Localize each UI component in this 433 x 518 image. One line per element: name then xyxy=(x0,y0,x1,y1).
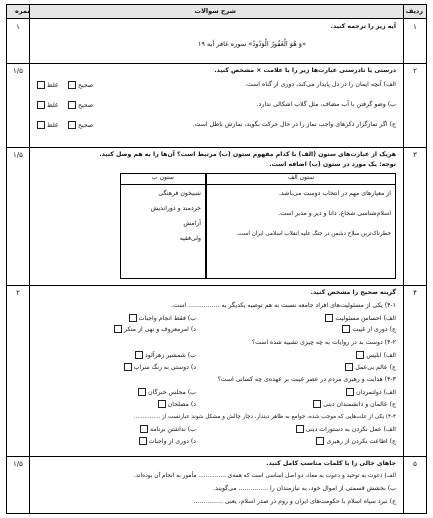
true-label: صحیح xyxy=(78,82,94,89)
question-number: ۳ xyxy=(413,151,417,159)
option[interactable] xyxy=(136,388,196,397)
question-number: ۵ xyxy=(413,460,417,468)
option-checkbox[interactable] xyxy=(140,425,148,433)
option[interactable] xyxy=(340,325,396,334)
option[interactable] xyxy=(137,437,196,446)
option[interactable] xyxy=(156,400,196,409)
option[interactable] xyxy=(354,351,396,360)
option[interactable] xyxy=(112,325,196,334)
option[interactable] xyxy=(314,437,396,446)
multiple-choice-question: ۴-۴) یکی از علت‌هایی که موجب شده، جوامع به ظاهر دیندار، دچار چالش و مشکل شوند عبارتست از ............... xyxy=(133,414,396,420)
option-label: ج) عالمان و دانشمندان دینی xyxy=(323,401,396,408)
option[interactable] xyxy=(138,425,196,434)
option-label: ب) فقط انجام واجبات xyxy=(138,315,196,322)
question-title: آیه زیر را ترجمه کنید. xyxy=(330,23,396,30)
option-checkbox[interactable] xyxy=(138,388,146,396)
question-score: ۱/۵ xyxy=(13,460,23,468)
false-checkbox[interactable] xyxy=(37,81,45,89)
column-a-item: اسلام‌شناسی شجاع، دانا و دیر و مدبر است. xyxy=(278,210,391,217)
option-label: الف) عمل نکردن به دستورات دینی xyxy=(305,426,396,433)
true-false-options xyxy=(35,101,93,110)
option-checkbox[interactable] xyxy=(313,400,321,408)
question-title: گزینه صحیح را مشخص کنید. xyxy=(310,289,396,296)
true-false-statement: ب) وضو گرفتن با آب مضاف، مثل گلاب اشکالی ندارد. xyxy=(256,101,396,108)
option-label: د) دوری از واجبات xyxy=(148,438,196,445)
question-score: ۱/۵ xyxy=(13,67,23,75)
row-label: ردیف xyxy=(405,7,423,15)
option-checkbox[interactable] xyxy=(345,363,353,371)
option-checkbox[interactable] xyxy=(346,388,354,396)
option-checkbox[interactable] xyxy=(158,400,166,408)
option-checkbox[interactable] xyxy=(129,314,137,322)
question-score: ۱/۵ xyxy=(13,151,23,159)
true-label: صحیح xyxy=(78,122,94,129)
option-label: ج) عالم بی‌عمل xyxy=(355,364,396,371)
question-score: ۱ xyxy=(16,23,20,31)
true-checkbox[interactable] xyxy=(68,101,76,109)
row-divider xyxy=(7,147,426,148)
column-b-item: خردمند و دوراندیش xyxy=(150,205,201,212)
fill-blank-statement: الف) دعوت به توحید و دعوت به معاد، دو اصل اساسی است که همه‌ی ............... مأمور به انجام آن بوده‌اند. xyxy=(134,473,396,479)
option[interactable] xyxy=(311,400,396,409)
false-checkbox[interactable] xyxy=(37,101,45,109)
column-b-item: ولی‌فقیه xyxy=(179,235,201,242)
question-score: ۲ xyxy=(16,289,20,297)
option-checkbox[interactable] xyxy=(316,437,324,445)
table-header xyxy=(7,5,426,19)
option-label: ب) نداشتن برنامه xyxy=(150,426,196,433)
multiple-choice-question: ۴-۲) دوست بد در روایات به چه چیزی تشبیه شده است؟ xyxy=(251,339,396,346)
question-note: توجه: یک مورد در ستون (ب) اضافه است. xyxy=(269,161,396,168)
column-b-header: ستون ب xyxy=(121,174,205,185)
exam-sheet xyxy=(6,4,427,514)
column-b-item: شبیخون فرهنگی xyxy=(158,190,201,197)
question-title: هریک از عبارت‌های ستون (الف) با کدام مفهوم ستون (ب) مرتبط است؟ آن‌ها را به هم وصل کنید. xyxy=(99,151,396,158)
option[interactable] xyxy=(127,314,196,323)
quran-verse: «وَ هُوَ الْغَفُورُ الْوَدُودُ» سوره غافر آیه ۱۹ xyxy=(197,40,306,48)
true-false-options xyxy=(35,121,93,130)
option-label: الف) ابلیس xyxy=(366,352,396,359)
option-checkbox[interactable] xyxy=(135,351,143,359)
multiple-choice-question: ۴-۱) یکی از مسئولیت‌های افراد جامعه نسبت به هم توصیه یکدیگر به ................ است. xyxy=(171,302,396,309)
option-checkbox[interactable] xyxy=(356,351,364,359)
option-checkbox[interactable] xyxy=(139,437,147,445)
false-label: غلط xyxy=(47,82,59,89)
option[interactable] xyxy=(344,388,396,397)
questions-label: شرح سوالات xyxy=(194,7,236,15)
true-label: صحیح xyxy=(78,102,94,109)
false-label: غلط xyxy=(47,102,59,109)
option[interactable] xyxy=(343,363,396,372)
true-false-statement: الف) آنچه ایمان را در دل پایدار می‌کند، دوری از گناه است. xyxy=(245,81,396,88)
option[interactable] xyxy=(122,363,196,372)
question-number: ۴ xyxy=(413,289,417,297)
column-b-table xyxy=(120,173,206,279)
column-a-item: خطرناک‌ترین سلاح دشمن در جنگ علیه انقلاب اسلامی ایران است. xyxy=(236,231,391,237)
option-checkbox[interactable] xyxy=(296,425,304,433)
fill-blank-statement: ج) نبرد سپاه اسلام با حکومت‌های ایران و روم در صدر اسلام، یعنی ............... xyxy=(193,498,396,505)
option-checkbox[interactable] xyxy=(124,363,132,371)
row-column-divider xyxy=(403,5,404,513)
option-checkbox[interactable] xyxy=(325,314,333,322)
true-checkbox[interactable] xyxy=(68,81,76,89)
option[interactable] xyxy=(133,351,196,360)
true-false-options xyxy=(35,81,93,90)
multiple-choice-question: ۴-۳) هدایت و رهبری مردم در عصر غیبت بر عهده‌ی چه کسانی است؟ xyxy=(217,376,396,383)
false-checkbox[interactable] xyxy=(37,121,45,129)
option-label: د) مصلحان xyxy=(167,401,196,408)
false-label: غلط xyxy=(47,122,59,129)
column-b-item: آرامش xyxy=(183,220,201,227)
score-column-divider xyxy=(29,5,30,513)
column-a-item: از معیارهای مهم در انتخاب دوست می‌باشد. xyxy=(278,190,391,197)
row-divider xyxy=(7,285,426,286)
true-checkbox[interactable] xyxy=(68,121,76,129)
option-label: د) دوستی به رنگ سراب xyxy=(133,364,196,371)
row-divider xyxy=(7,63,426,64)
row-divider xyxy=(7,456,426,457)
question-number: ۱ xyxy=(413,23,417,31)
column-a-header: ستون الف xyxy=(207,174,395,185)
option-label: الف) احساس مسئولیت xyxy=(335,315,396,322)
column-a-table xyxy=(206,173,396,279)
option-label: ج) اطاعت نکردن از رهبری xyxy=(326,438,396,445)
option-label: ب) مجلس خبرگان xyxy=(148,389,196,396)
question-number: ۲ xyxy=(413,67,417,75)
option-checkbox[interactable] xyxy=(114,325,122,333)
option-label: د) امرمعروف و نهی از منکر xyxy=(123,326,196,333)
question-title: جاهای خالی را با کلمات مناسب کامل کنید. xyxy=(266,460,396,467)
option-label: الف) دولتمردان xyxy=(356,389,396,396)
score-label: نمره xyxy=(15,7,30,15)
option[interactable] xyxy=(323,314,396,323)
true-false-statement: ج) اگر نمازگزار ذکرهای واجب نماز را در حال حرکت بگوید، نمازش باطل است. xyxy=(192,121,396,128)
option-label: ج) دوری از غیبت xyxy=(352,326,396,333)
question-title: درستی یا نادرستی عبارت‌ها زیر را با علامت × مشخص کنید. xyxy=(214,67,396,74)
option-checkbox[interactable] xyxy=(342,325,350,333)
option[interactable] xyxy=(294,425,396,434)
option-label: ب) شمشیر زهرآلود xyxy=(145,352,196,359)
fill-blank-statement: ب) بخشش قسمتی از اموال خود، به نیازمندان را ............... می‌گویند. xyxy=(213,485,396,492)
